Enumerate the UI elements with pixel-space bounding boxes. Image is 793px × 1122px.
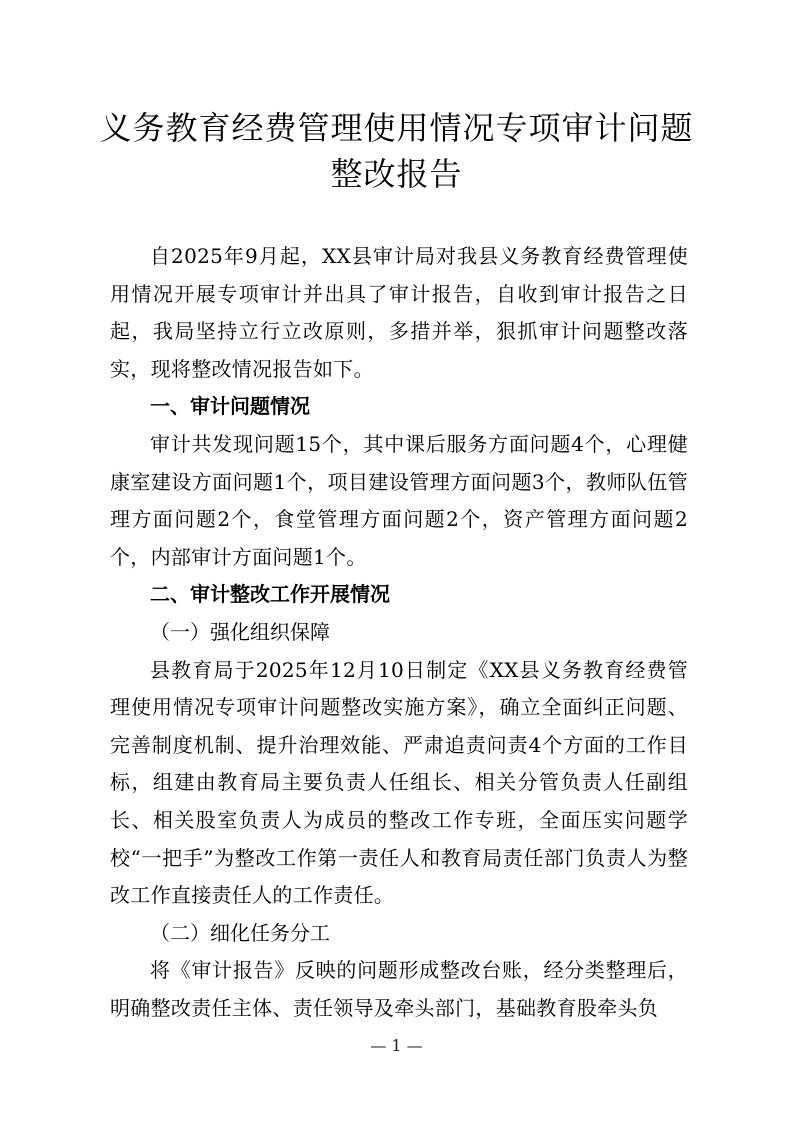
document-title bbox=[60, 105, 733, 197]
section-1-heading: 一、审计问题情况 bbox=[150, 394, 310, 419]
subsection-1-paragraph: 县教育局于2025年12月10日制定《XX县义务教育经费管理使用情况专项审计问题整改实施方案》，确立全面纠正问题、完善制度机制、提升治理效能、严肃追责问责4个方面的工作目标，组建由教育局主要负责人任组长、相关分管负责人任副组长、相关股室负责人为成员的整改工作专班，全面压实问题学校“一把手”为整改工作第一责任人和教育局责任部门负责人为整改工作直接责任人的工作责任。 bbox=[110, 657, 688, 908]
title-line-1: 义务教育经费管理使用情况专项审计问题 bbox=[99, 109, 694, 147]
subsection-2-heading: （二）细化任务分工 bbox=[150, 920, 330, 945]
section-2-heading: 二、审计整改工作开展情况 bbox=[150, 582, 390, 607]
document-body bbox=[110, 238, 688, 1027]
subsection-2-paragraph: 将《审计报告》反映的问题形成整改台账，经分类整理后，明确整改责任主体、责任领导及牵头部门，基础教育股牵头负 bbox=[110, 958, 688, 1020]
page-number: — 1 — bbox=[370, 1036, 423, 1055]
intro-paragraph: 自2025年9月起，XX县审计局对我县义务教育经费管理使用情况开展专项审计并出具了审计报告，自收到审计报告之日起，我局坚持立行立改原则，多措并举，狠抓审计问题整改落实，现将整改情况报告如下。 bbox=[110, 244, 688, 381]
subsection-1-heading: （一）强化组织保障 bbox=[150, 619, 330, 644]
title-line-2: 整改报告 bbox=[330, 155, 463, 193]
section-1-paragraph: 审计共发现问题15个，其中课后服务方面问题4个，心理健康室建设方面问题1个，项目建设管理方面问题3个，教师队伍管理方面问题2个，食堂管理方面问题2个，资产管理方面问题2个，内部审计方面问题1个。 bbox=[110, 431, 688, 569]
